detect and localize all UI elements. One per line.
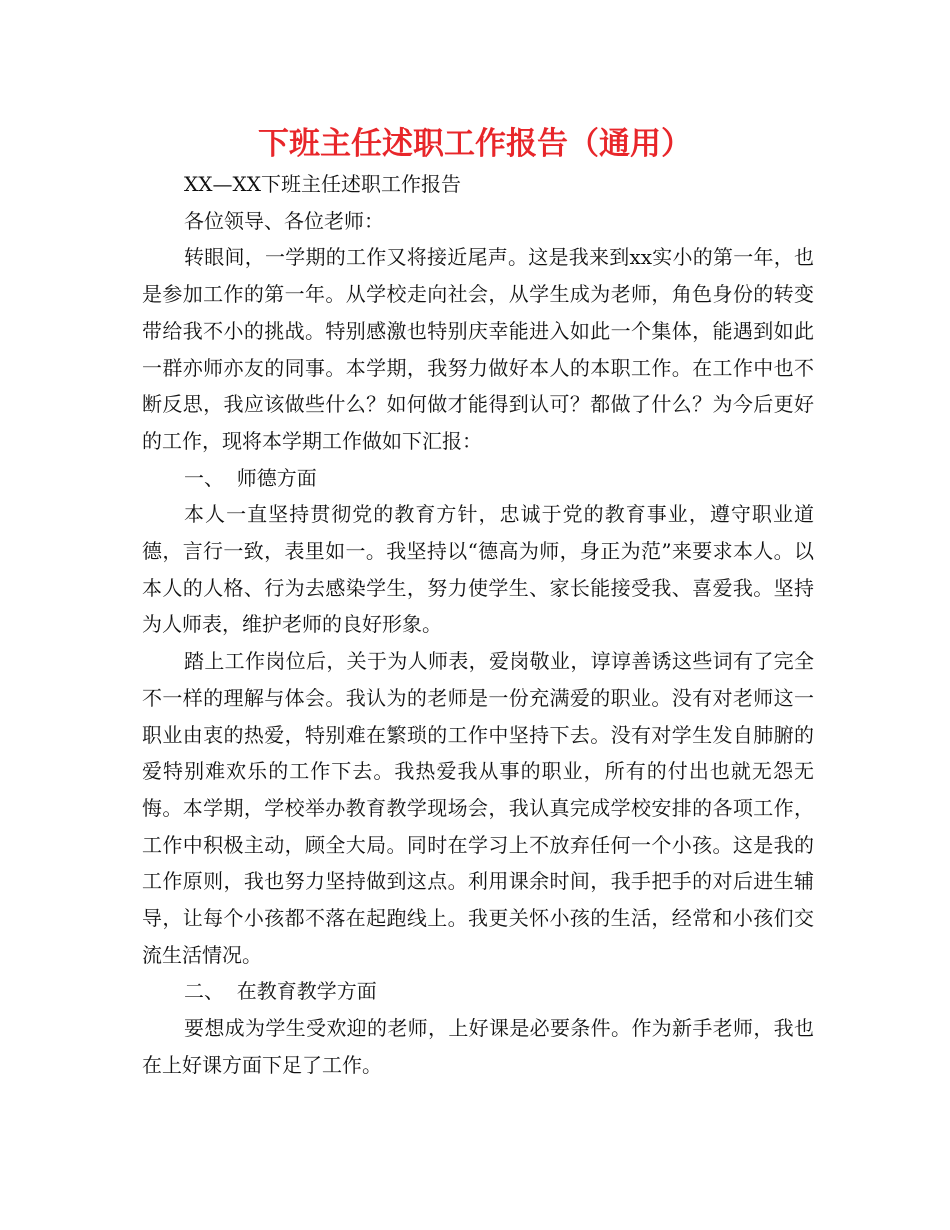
document-body xyxy=(142,166,814,1084)
report-subtitle: XX—XX下班主任述职工作报告 xyxy=(184,172,461,196)
section-heading-ethics: 一、 师德方面 xyxy=(184,465,317,490)
teaching-paragraph: 要想成为学生受欢迎的老师，上好课是必要条件。作为新手老师，我也在上好课方面下足了工作。 xyxy=(142,1016,814,1077)
ethics-paragraph-2: 踏上工作岗位后，关于为人师表，爱岗敬业，谆谆善诱这些词有了完全不一样的理解与体会。我认为的老师是一份充满爱的职业。没有对老师这一职业由衷的热爱，特别难在繁琐的工作中坚持下去。没有对学生发自肺腑的爱特别难欢乐的工作下去。我热爱我从事的职业，所有的付出也就无怨无悔。本学期，学校举办教育教学现场会，我认真完成学校安排的各项工作，工作中积极主动，顾全大局。同时在学习上不放弃任何一个小孩。这是我的工作原则，我也努力坚持做到这点。利用课余时间，我手把手的对后进生辅导，让每个小孩都不落在起跑线上。我更关怀小孩的生活，经常和小孩们交流生活情况。 xyxy=(142,649,814,967)
intro-paragraph: 转眼间，一学期的工作又将接近尾声。这是我来到xx实小的第一年，也是参加工作的第一年。从学校走向社会，从学生成为老师，角色身份的转变带给我不小的挑战。特别感激也特别庆幸能进入如此一个集体，能遇到如此一群亦师亦友的同事。本学期，我努力做好本人的本职工作。在工作中也不断反思，我应该做些什么？如何做才能得到认可？都做了什么？为今后更好的工作，现将本学期工作做如下汇报： xyxy=(142,245,814,453)
document-title: 下班主任述职工作报告（通用） xyxy=(258,126,692,162)
section-heading-teaching: 二、 在教育教学方面 xyxy=(184,979,377,1004)
ethics-paragraph-1: 本人一直坚持贯彻党的教育方针，忠诚于党的教育事业，遵守职业道德，言行一致，表里如一。我坚持以“德高为师，身正为范”来要求本人。以本人的人格、行为去感染学生，努力使学生、家长能接受我、喜爱我。坚持为人师表，维护老师的良好形象。 xyxy=(142,502,814,637)
salutation: 各位领导、各位老师： xyxy=(184,208,384,233)
